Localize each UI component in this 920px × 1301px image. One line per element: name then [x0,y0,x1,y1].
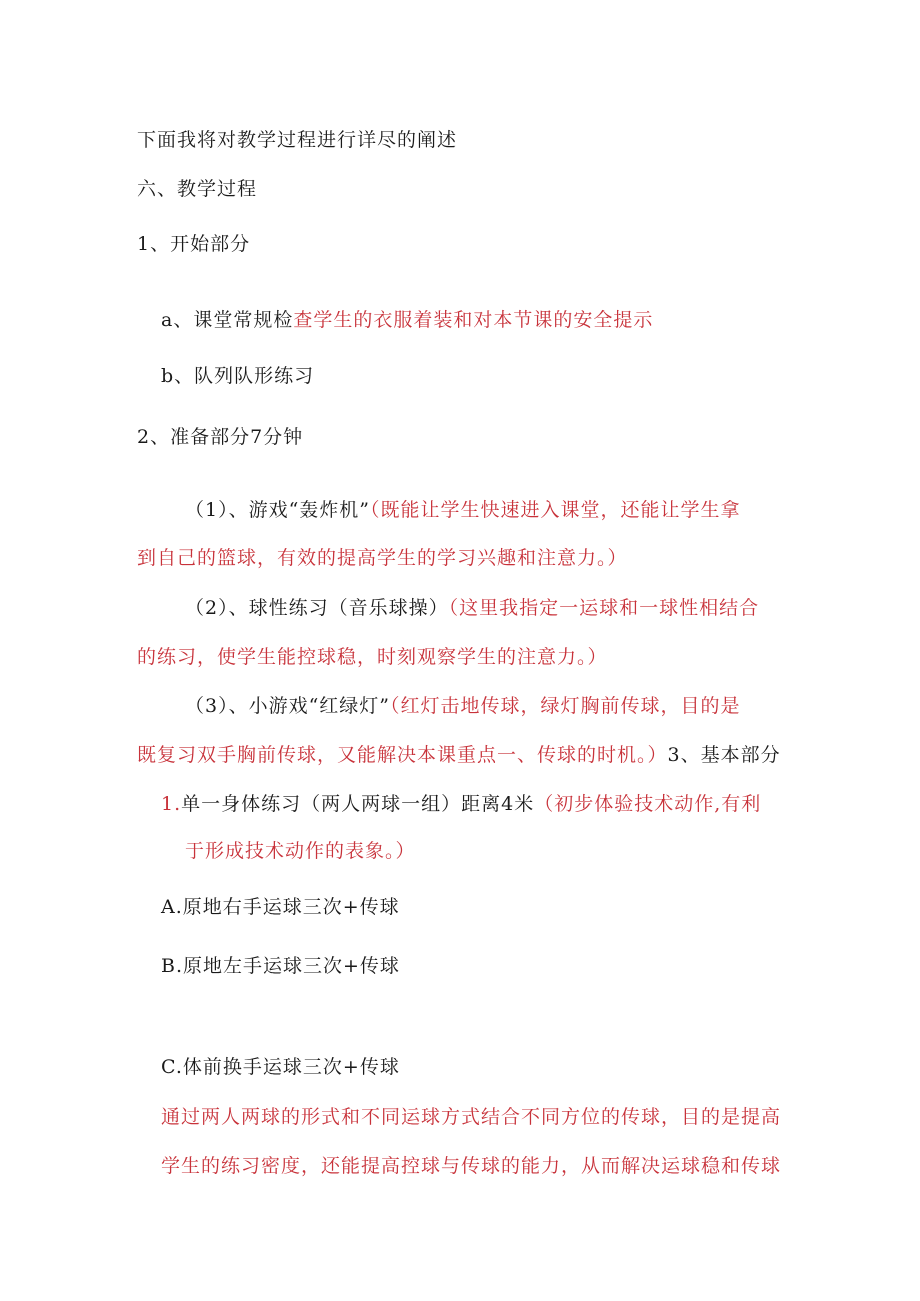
item3-note: （红灯击地传球，绿灯胸前传球，目的是 [390,695,741,717]
part1-item-b: b、队列队形练习 [161,365,315,387]
item3-text: （3）、小游戏“红绿灯” [185,695,391,717]
item-a-note: 查学生的衣服着装和对本节课的安全提示 [293,309,654,331]
part2-item1-line2: 到自己的篮球，有效的提高学生的学习兴趣和注意力。） [137,547,628,569]
part1-heading: 1、开始部分 [137,233,251,255]
item2-note: （这里我指定一运球和一球性相结合 [448,597,760,619]
part2-item1-line1 [185,497,741,523]
section-heading: 六、教学过程 [137,178,258,200]
step1-number: 1. [161,793,182,815]
part2-item2-line1 [185,595,759,621]
step1-text: 单一身体练习（两人两球一组）距离4米 [181,793,535,815]
part1-item-a [161,307,653,333]
part2-item3-line1 [185,693,741,719]
part3-step1-line1 [161,791,761,817]
item-a-text: a、课堂常规检 [161,309,294,331]
item3-note-cont: 既复习双手胸前传球，又能解决本课重点一、传球的时机。） [137,744,668,766]
drill-b: B.原地左手运球三次+传球 [161,955,400,977]
purpose-line1: 通过两人两球的形式和不同运球方式结合不同方位的传球，目的是提高 [161,1106,782,1128]
part3-step1-line2: 于形成技术动作的表象。） [185,840,416,862]
step1-note: （初步体验技术动作,有利 [534,793,762,815]
purpose-line2: 学生的练习密度，还能提高控球与传球的能力，从而解决运球稳和传球 [161,1155,782,1177]
part2-item2-line2: 的练习，使学生能控球稳，时刻观察学生的注意力。） [137,646,608,668]
item1-note: （既能让学生快速进入课堂，还能让学生拿 [370,499,741,521]
item1-text: （1）、游戏“轰炸机” [185,499,371,521]
drill-c: C.体前换手运球三次+传球 [161,1056,400,1078]
intro-line: 下面我将对教学过程进行详尽的阐述 [137,129,458,151]
part2-heading: 2、准备部分7分钟 [137,426,304,448]
part3-heading: 3、基本部分 [667,744,781,766]
drill-a: A.原地右手运球三次+传球 [161,896,400,918]
item2-text: （2）、球性练习（音乐球操） [185,597,449,619]
part2-item3-line2 [137,742,781,768]
